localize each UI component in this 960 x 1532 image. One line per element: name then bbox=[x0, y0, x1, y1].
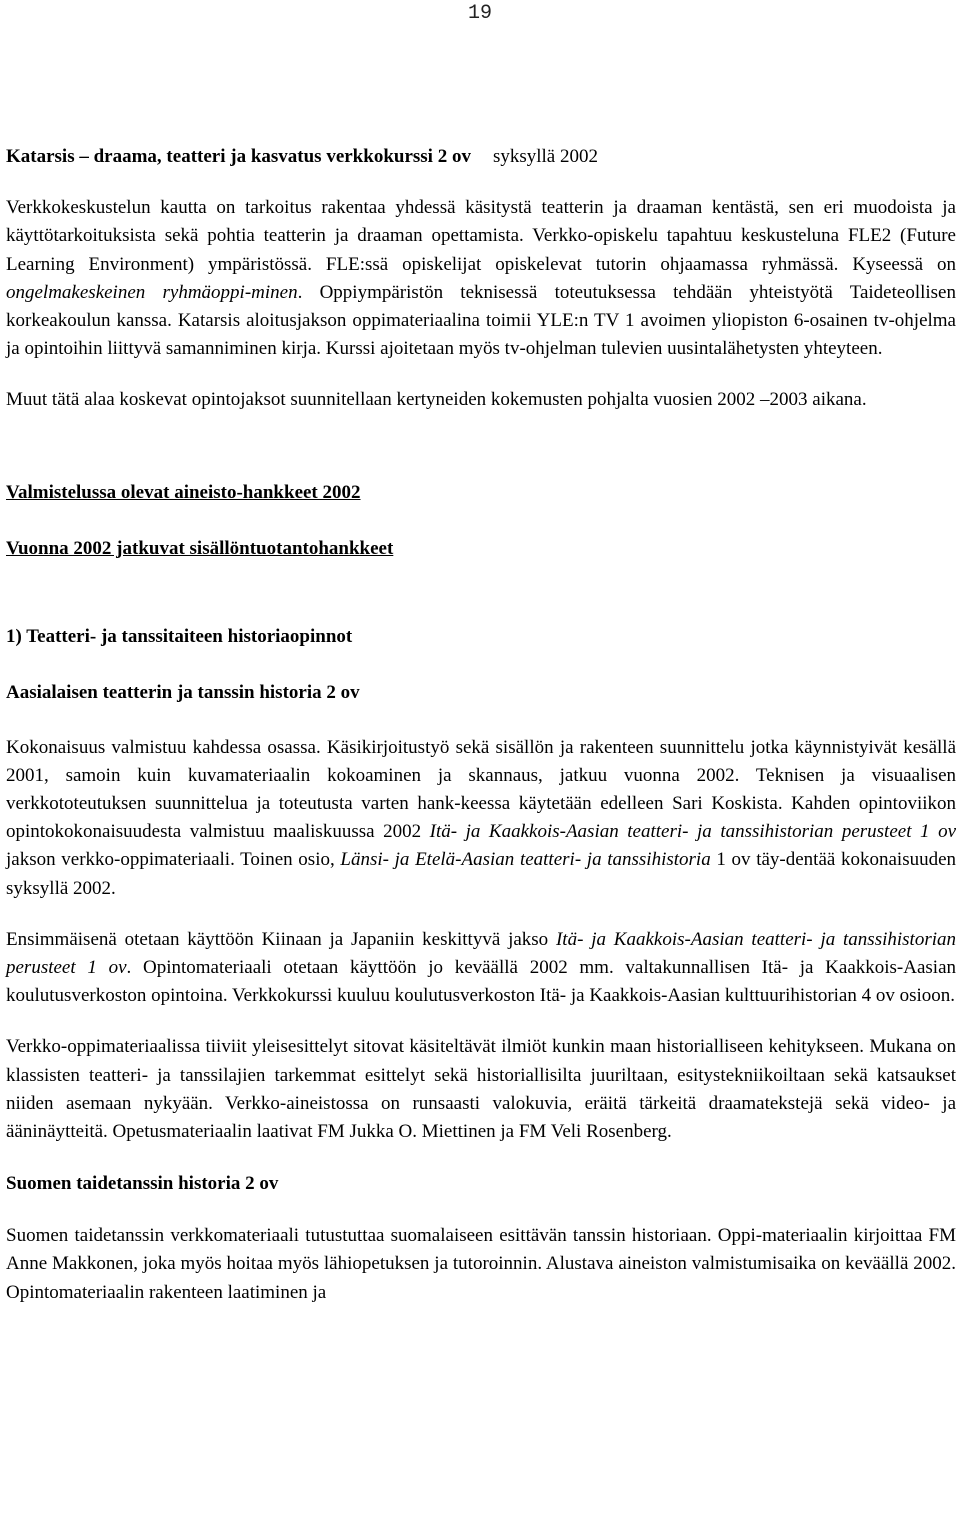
italic-text: Itä- ja Kaakkois-Aasian teatteri- ja tanssihistorian perusteet 1 ov bbox=[6, 928, 956, 979]
text-run: Verkkokeskustelun kautta on tarkoitus rakentaa yhdessä käsitystä teatterin ja draaman kentästä, sen eri muodoista ja käyttötarkoituksista sekä pohtia teatterin ja draaman opettamista. Verkko-opiskelu tapahtuu keskusteluna FLE2 (Future Learning Environment) ympäristössä. FLE:ssä opiskelijat opiskelevat tutorin ohjaamassa ryhmässä. Kyseessä on bbox=[6, 197, 956, 275]
text-run: . Opintomateriaali otetaan käyttöön jo keväällä 2002 mm. valtakunnallisen Itä- ja Kaakkois-Aasian koulutusverkoston opintoina. Verkkokurssi kuuluu koulutusverkoston Itä- ja Kaakkois-Aasian kulttuurihistorian 4 ov osioon. bbox=[6, 957, 957, 1007]
text-run: 1 ov täy-dentää kokonaisuuden syksyllä 2002. bbox=[6, 849, 957, 899]
section-subtitle: Vuonna 2002 jatkuvat sisällöntuotantohankkeet bbox=[6, 537, 394, 559]
document-body bbox=[6, 143, 956, 1307]
paragraph: Verkko-oppimateriaalissa tiiviit yleisesittelyt sitovat käsiteltävät ilmiöt kunkin maan historialliseen kehitykseen. Mukana on klassisten teatteri- ja tanssilajien tarkemmat esittelyt sekä historiallisilta juuriltaan, esitystekniikoiltaan sekä katsaukset niiden asemaan nykyään. Verkko-aineistossa on runsaasti valokuvia, eräitä tärkeitä draamatekstejä sekä video- ja ääninäytteitä. Opetusmateriaalin laativat FM Jukka O. Miettinen ja FM Veli Rosenberg. bbox=[6, 1036, 956, 1143]
course-title: Katarsis – draama, teatteri ja kasvatus verkkokurssi 2 ov bbox=[6, 146, 471, 167]
course-heading-katarsis bbox=[6, 143, 956, 171]
course-title: Suomen taidetanssin historia 2 ov bbox=[6, 1173, 279, 1195]
paragraph: Muut tätä alaa koskevat opintojaksot suunnitellaan kertyneiden kokemusten pohjalta vuosien 2002 –2003 aikana. bbox=[6, 389, 867, 411]
course-semester: syksyllä 2002 bbox=[492, 146, 598, 167]
text-run: Kokonaisuus valmistuu kahdessa osassa. Käsikirjoitustyö sekä sisällön ja rakenteen suunnittelu jotka käynnistyivät kesällä 2001, samoin kuin kuvamateriaalin kokoaminen ja skannaus, jatkuu vuonna 2002. Teknisen ja visuaalisen verkkototeutuksen suunnittelua ja toteutusta varten hank-keessa käytetään edelleen Sari Koskista. Kahden opintoviikon opintokokonaisuudesta valmistuu maaliskuussa 2002 bbox=[6, 736, 956, 843]
paragraph bbox=[6, 926, 956, 1011]
section-title: Valmistelussa olevat aineisto-hankkeet 2002 bbox=[6, 481, 361, 503]
text-run: jakson verkko-oppimateriaali. Toinen osio, bbox=[6, 849, 341, 871]
text-run: Ensimmäisenä otetaan käyttöön Kiinaan ja Japaniin keskittyvä jakso bbox=[6, 928, 556, 950]
item-heading: 1) Teatteri- ja tanssitaiteen historiaopinnot bbox=[6, 625, 353, 647]
text-run: . Oppiympäristön teknisessä toteutuksessa tehdään yhteistyötä Taideteollisen korkeakoulun kanssa. Katarsis aloitusjakson oppimateriaalina toimii YLE:n TV 1 avoimen yliopiston 6-osainen tv-ohjelma ja opintoihin liittyvä samanniminen kirja. Kurssi ajoitetaan myös tv-ohjelman tulevien uusintalähetysten yhteyteen. bbox=[6, 281, 956, 360]
course-title: Aasialaisen teatterin ja tanssin historia 2 ov bbox=[6, 681, 360, 703]
italic-text: ongelmakeskeinen ryhmäoppi-minen bbox=[6, 281, 298, 303]
italic-text: Länsi- ja Etelä-Aasian teatteri- ja tanssihistoria bbox=[340, 849, 711, 871]
page-number: 19 bbox=[467, 2, 492, 25]
paragraph: Suomen taidetanssin verkkomateriaali tutustuttaa suomalaiseen esittävän tanssin historiaan. Oppi-materiaalin kirjoittaa FM Anne Makkonen, joka myös hoitaa myös lähiopetuksen ja tutoroinnin. Alustava aineiston valmistumisaika on keväällä 2002. Opintomateriaalin rakenteen laatiminen ja bbox=[6, 1225, 956, 1303]
paragraph bbox=[6, 734, 956, 903]
paragraph bbox=[6, 194, 956, 363]
italic-text: Itä- ja Kaakkois-Aasian teatteri- ja tanssihistorian perusteet 1 ov bbox=[429, 821, 956, 843]
